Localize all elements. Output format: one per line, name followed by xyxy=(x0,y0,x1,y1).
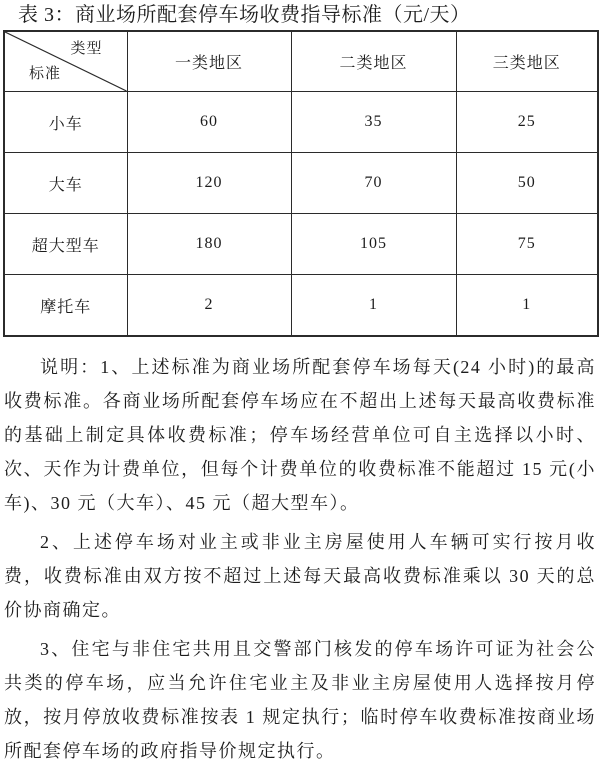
notes-section xyxy=(4,350,596,768)
diagonal-divider-line xyxy=(5,32,127,91)
fee-cell: 50 xyxy=(456,153,598,214)
corner-label-standard: 标准 xyxy=(29,66,62,82)
note-paragraph-3: 3、住宅与非住宅共用且交警部门核发的停车场许可证为社会公共类的停车场，应当允许住宅业主及非业主房屋使用人选择按月停放，按月停放收费标准按表 1 规定执行；临时停车收费标准按商业场所配套停车场的政府指导价规定执行。 xyxy=(4,639,596,761)
note-paragraph-1: 说明：1、上述标准为商业场所配套停车场每天(24 小时)的最高收费标准。各商业场所配套停车场应在不超出上述每天最高收费标准的基础上制定具体收费标准；停车场经营单位可自主选择以小时、次、天作为计费单位，但每个计费单位的收费标准不能超过 15 元(小车)、30 元（大车）、45 元（超大型车）。 xyxy=(4,357,596,513)
table-row-large-car xyxy=(4,153,598,214)
fee-cell: 1 xyxy=(291,275,456,337)
fee-cell: 180 xyxy=(127,214,291,275)
column-header-zone2: 二类地区 xyxy=(291,31,456,92)
column-header-zone1: 一类地区 xyxy=(127,31,291,92)
table-row-small-car xyxy=(4,92,598,153)
corner-label-type: 类型 xyxy=(70,41,103,57)
row-label: 大车 xyxy=(4,153,127,214)
parking-fee-table xyxy=(3,30,599,337)
column-header-zone3: 三类地区 xyxy=(456,31,598,92)
corner-header-cell xyxy=(4,31,127,92)
fee-cell: 75 xyxy=(456,214,598,275)
fee-cell: 105 xyxy=(291,214,456,275)
fee-cell: 1 xyxy=(456,275,598,337)
row-label: 超大型车 xyxy=(4,214,127,275)
fee-cell: 60 xyxy=(127,92,291,153)
row-label: 小车 xyxy=(4,92,127,153)
fee-cell: 25 xyxy=(456,92,598,153)
table-title: 表 3：商业场所配套停车场收费指导标准（元/天） xyxy=(18,4,471,26)
note-paragraph-2: 2、上述停车场对业主或非业主房屋使用人车辆可实行按月收费，收费标准由双方按不超过上述每天最高收费标准乘以 30 天的总价协商确定。 xyxy=(4,532,596,620)
table-row-oversize-car xyxy=(4,214,598,275)
fee-cell: 2 xyxy=(127,275,291,337)
row-label: 摩托车 xyxy=(4,275,127,337)
fee-cell: 120 xyxy=(127,153,291,214)
table-row-motorcycle xyxy=(4,275,598,337)
table-header-row xyxy=(4,31,598,92)
fee-cell: 70 xyxy=(291,153,456,214)
fee-cell: 35 xyxy=(291,92,456,153)
